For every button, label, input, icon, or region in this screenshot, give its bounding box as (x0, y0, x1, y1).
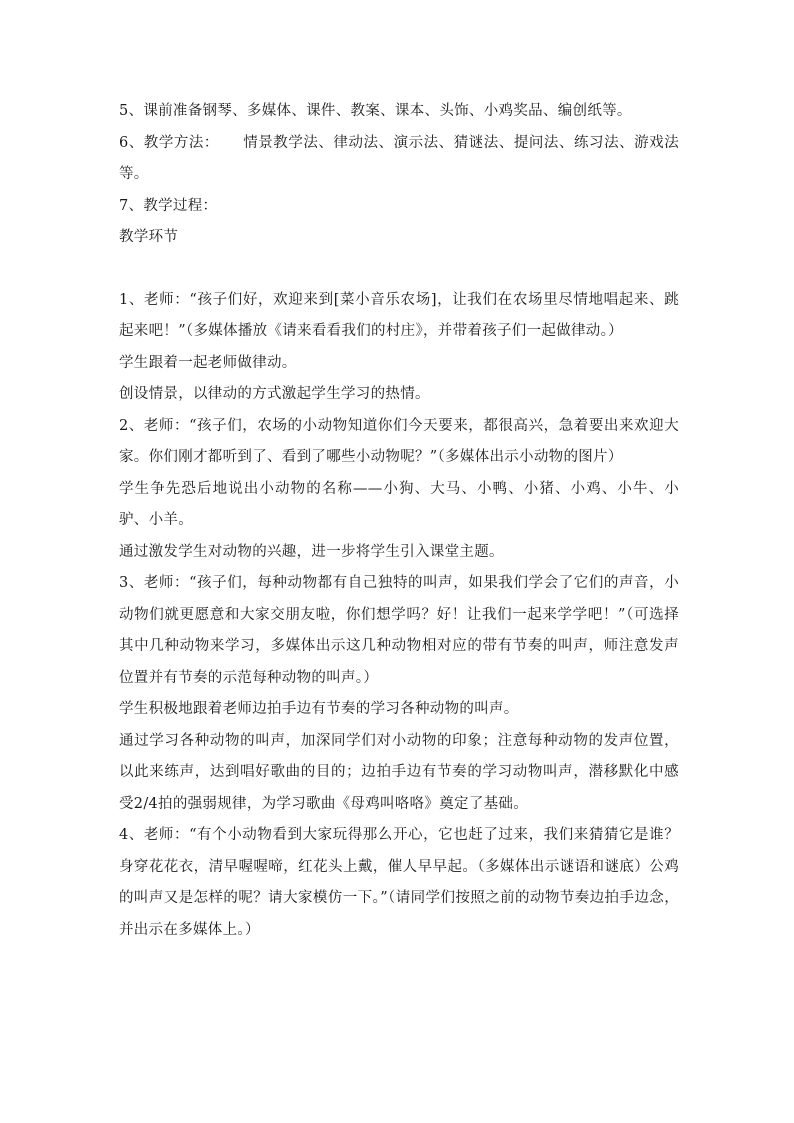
step-3-student: 学生积极地跟着老师边拍手边有节奏的学习各种动物的叫声。 (119, 701, 519, 717)
methods-label: 6、教学方法： (119, 134, 219, 151)
step-2-student: 学生争先恐后地说出小动物的名称——小狗、大马、小鸭、小猪、小鸡、小牛、小驴、小羊。 (119, 480, 679, 528)
process-line: 7、教学过程： (119, 197, 218, 214)
document-body (119, 96, 679, 946)
step-4-teacher: 4、老师：“有个小动物看到大家玩得那么开心，它也赶了过来，我们来猜猜它是谁？身穿花花衣，清早喔喔啼，红花头上戴，催人早早起。（多媒体出示谜语和谜底）公鸡的叫声又是怎样的呢？请大家模仿一下。”（请同学们按照之前的动物节奏边拍手边念，并出示在多媒体上。） (119, 827, 679, 938)
blank-line (119, 254, 679, 285)
step-1-teacher: 1、老师：“孩子们好，欢迎来到[菜小音乐农场]，让我们在农场里尽情地唱起来、跳起来吧！”（多媒体播放《请来看看我们的村庄》，并带着孩子们一起做律动。） (119, 291, 679, 339)
step-3-teacher: 3、老师：“孩子们，每种动物都有自己独特的叫声，如果我们学会了它们的声音，小动物们就更愿意和大家交朋友啦，你们想学吗？好！让我们一起来学学吧！”（可选择其中几种动物来学习，多媒体出示这几种动物相对应的带有节奏的叫声，师注意发声位置并有节奏的示范每种动物的叫声。） (119, 575, 679, 686)
step-1-purpose: 创设情景，以律动的方式激起学生学习的热情。 (119, 386, 430, 402)
step-2-teacher: 2、老师：“孩子们，农场的小动物知道你们今天要来，都很高兴，急着要出来欢迎大家。你们刚才都听到了、看到了哪些小动物呢？”（多媒体出示小动物的图片） (119, 417, 679, 465)
methods-line (119, 128, 679, 191)
section-heading: 教学环节 (119, 229, 179, 245)
step-3-purpose: 通过学习各种动物的叫声，加深同学们对小动物的印象；注意每种动物的发声位置，以此来练声，达到唱好歌曲的目的；边拍手边有节奏的学习动物叫声，潜移默化中感受2/4拍的强弱规律，为学习歌曲《母鸡叫咯咯》奠定了基础。 (119, 732, 679, 812)
step-2-purpose: 通过激发学生对动物的兴趣，进一步将学生引入课堂主题。 (119, 543, 504, 560)
step-1-student: 学生跟着一起老师做律动。 (119, 354, 297, 371)
prep-line: 5、课前准备钢琴、多媒体、课件、教案、课本、头饰、小鸡奖品、编创纸等。 (119, 103, 632, 119)
methods-text: 情景教学法、律动法、演示法、猜谜法、提问法、练习法、游戏法等。 (119, 134, 680, 182)
